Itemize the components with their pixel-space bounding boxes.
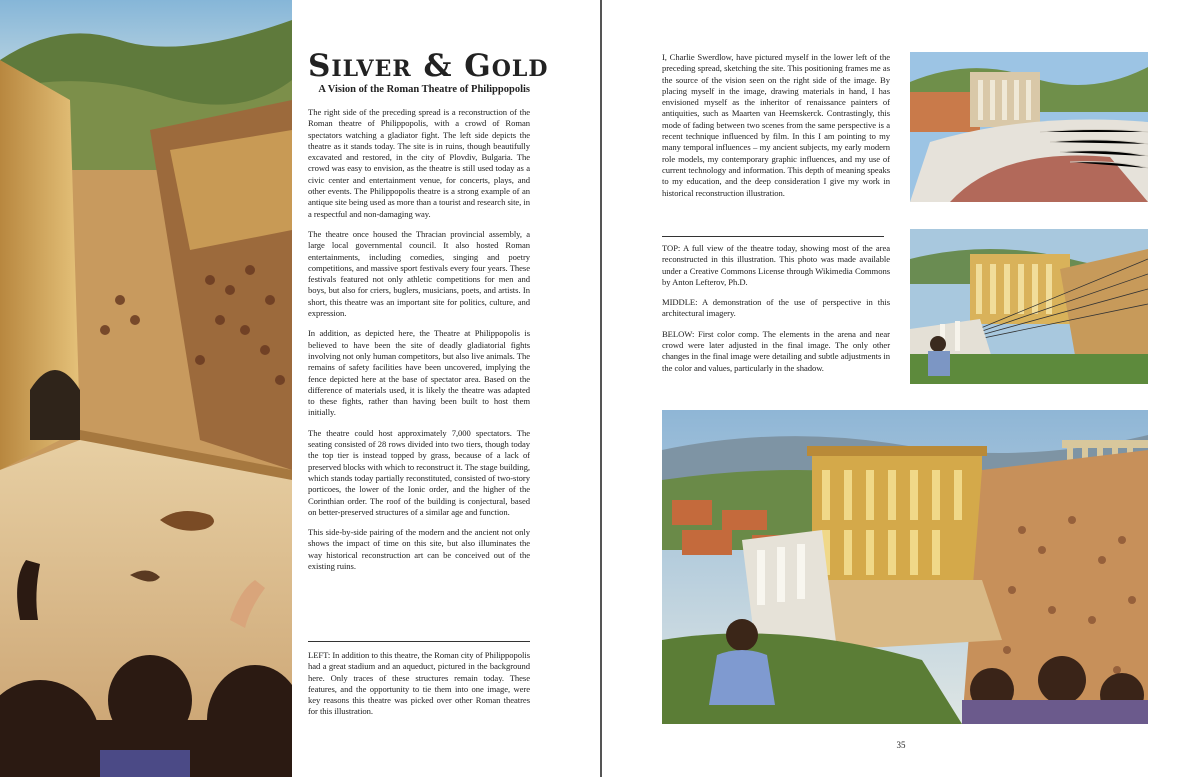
left-caption xyxy=(308,650,530,727)
caption-text: LEFT: In addition to this theatre, the Roman city of Philippopolis had a great stadium and an aqueduct, pictured in the background here. Only traces of these structures remain today. These features, and the opportunity to tie them into one image, were key reasons this theatre was picked over other Roman theatres for this illustration. xyxy=(308,650,530,717)
caption-middle: MIDDLE: A demonstration of the use of perspective in this architectural imagery. xyxy=(662,297,890,319)
right-text-column xyxy=(662,52,890,208)
body-paragraph: The theatre could host approximately 7,000 spectators. The seating consisted of 28 rows divided into two tiers, though today the top tier is instead topped by grass, because of a lack of preserved blocks with which to reconstruct it. The stage building, which stands today partially reconstituted, consisted of two-story porticoes, the lower of the Ionic order, and the higher of the Corinthian order. The roof of the building is conjectural, based on better-preserved structures of a similar age and function. xyxy=(308,427,530,517)
body-paragraph: I, Charlie Swerdlow, have pictured myself in the lower left of the preceding spread, sketching the site. This positioning frames me as the source of the vision seen on the right side of the image. By placing myself in the image, drawing materials in hand, I has envisioned myself as the inheritor of renaissance painters of antiquities, such as Maarten van Heemskerck. Contrastingly, this mode of fading between two scenes from the same perspective is a recent technique influenced by film. In this I am pointing to my many temporal influences – my ancient subjects, my early modern role models, my contemporary graphic influences, and my use of current technology and information. This depth of meaning speaks to my education, and the deep consideration I give my work in historical reconstruction illustration. xyxy=(662,52,890,198)
caption-divider xyxy=(662,236,884,237)
left-text-column xyxy=(308,48,549,581)
caption-top: TOP: A full view of the theatre today, showing most of the area reconstructed in this illustration. This photo was made available under a Creative Commons License through Wikimedia Commons by Anton Lefterov, Ph.D. xyxy=(662,243,890,287)
page-subtitle: A Vision of the Roman Theatre of Philippopolis xyxy=(318,84,530,95)
page-gutter xyxy=(600,0,602,777)
gladiator-painting xyxy=(0,0,292,777)
right-captions xyxy=(662,243,890,383)
body-paragraph: This side-by-side pairing of the modern and the ancient not only shows the impact of time on this site, but also illuminates the way historical reconstruction art can be conceived out of the existing ruins. xyxy=(308,527,530,571)
color-comp-image xyxy=(662,410,1148,724)
caption-divider xyxy=(308,641,530,642)
caption-below: BELOW: First color comp. The elements in the arena and near crowd were later adjusted in the final image. The only other changes in the final image were detailing and subtle adjustments in the color and values, particularly in the shadow. xyxy=(662,328,890,373)
page-number: 35 xyxy=(896,740,906,750)
perspective-demo-image xyxy=(910,229,1148,384)
theatre-photo-top xyxy=(910,52,1148,202)
body-paragraph: The theatre once housed the Thracian provincial assembly, a large local governmental council. It also hosted Roman entertainments, including comedies, singing and poetry competitions, and massive sport festivals every four years. These festivals featured not only athletic competitions for men and boys, but also for criers, buglers, musicians, poets, and artists. In short, this theatre was an important site for politics, culture, and expression. xyxy=(308,228,530,319)
body-paragraph: In addition, as depicted here, the Theatre at Philippopolis is believed to have been the site of deadly gladiatorial fights involving not only human competitors, but also live animals. The remains of safety facilities have been uncovered, implying the fence depicted here at the base of spectator area. Based on the difference of materials used, it is likely the theatre was adapted to these fights, rather than having been built to host them initially. xyxy=(308,328,530,418)
page-title: Silver & Gold xyxy=(308,48,549,84)
body-paragraph: The right side of the preceding spread is a reconstruction of the Roman theatre of Philippopolis, with a crowd of Roman spectators watching a gladiator fight. The left side depicts the theatre as it stands today. The site is in ruins, though beautifully excavated and restored, in the city of Plovdiv, Bulgaria. The crowd was easy to envision, as the theatre is still used today as a civic center and entertainment venue, for concerts, plays, and other events. The Philippopolis theatre is a strong example of an antique site being used as more than a tourist and research site, in a respectful and non-damaging way. xyxy=(308,107,530,219)
